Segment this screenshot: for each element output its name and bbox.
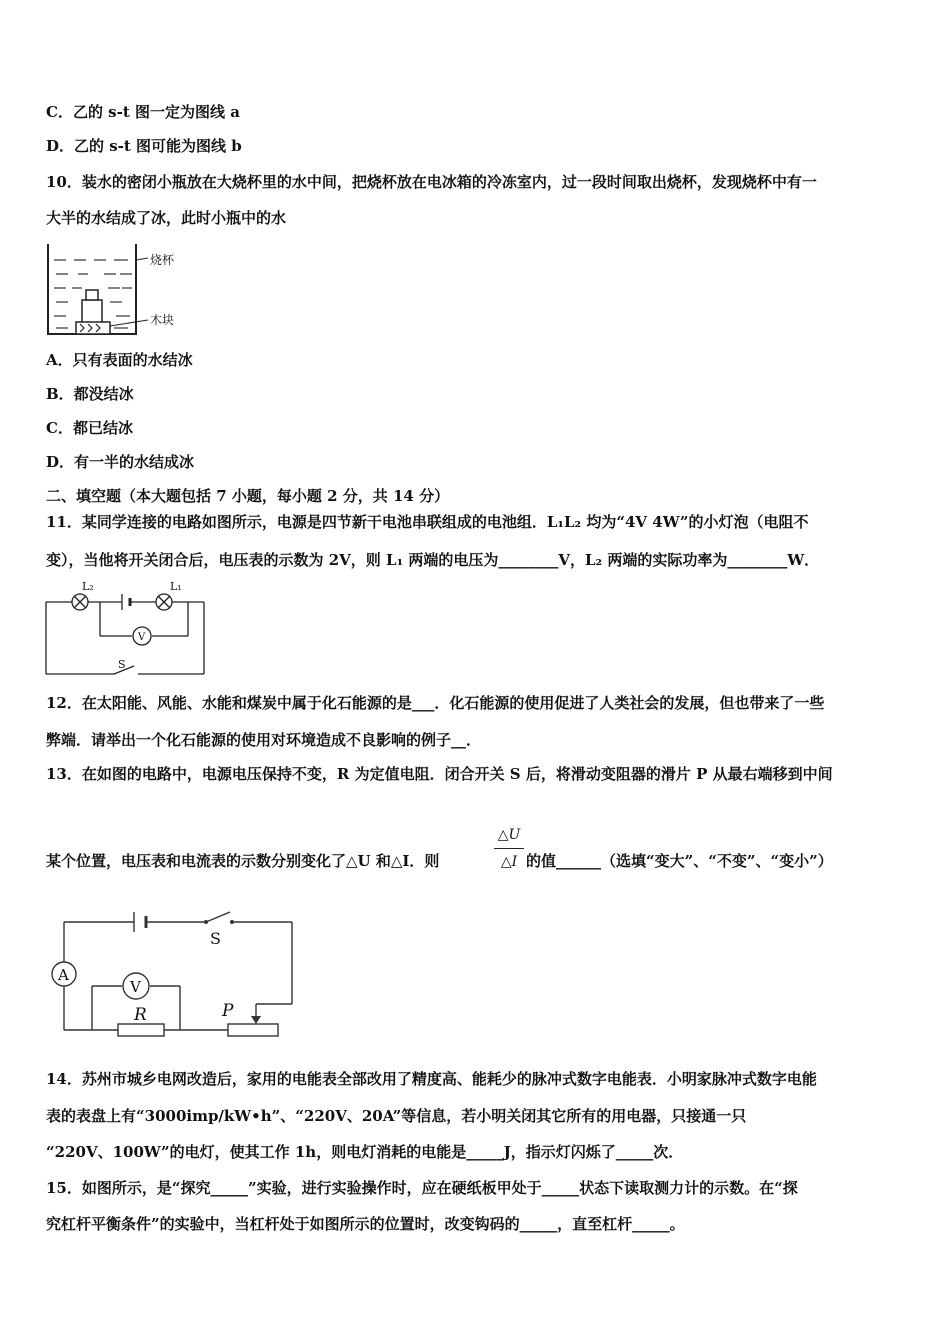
q10-stem-line1: 10．装水的密闭小瓶放在大烧杯里的水中间，把烧杯放在电冰箱的冷冻室内，过一段时间取出烧杯，发现烧杯中有一 <box>46 173 817 191</box>
q15-stem-line1: 15．如图所示，是“探究_____”实验，进行实验操作时，应在硬纸板甲处于_____状态下读取测力计的示数。在“探 <box>46 1179 798 1197</box>
fraction-numerator: △U <box>494 826 524 849</box>
q13-stem-line1: 13．在如图的电路中，电源电压保持不变，R 为定值电阻．闭合开关 S 后，将滑动变阻器的滑片 P 从最右端移到中间 <box>46 765 833 783</box>
q9-option-d: D．乙的 s-t 图可能为图线 b <box>46 137 242 155</box>
q11-stem-line1: 11．某同学连接的电路如图所示，电源是四节新干电池串联组成的电池组．L₁L₂ 均为“4V 4W”的小灯泡（电阻不 <box>46 513 809 531</box>
voltmeter-label: V <box>138 632 146 643</box>
section2-heading: 二、填空题（本大题包括 7 小题，每小题 2 分，共 14 分） <box>46 487 450 505</box>
q14-stem-line2: 表的表盘上有“3000imp/kW•h”、“220V、20A”等信息，若小明关闭其它所有的用电器，只接通一只 <box>46 1107 747 1125</box>
ammeter-label: A <box>58 966 69 984</box>
q10-stem-line2: 大半的水结成了冰，此时小瓶中的水 <box>46 209 287 227</box>
q14-stem-line1: 14．苏州市城乡电网改造后，家用的电能表全部改用了精度高、能耗少的脉冲式数字电能表．小明家脉冲式数字电能 <box>46 1070 817 1088</box>
q14-stem-line3: “220V、100W”的电灯，使其工作 1h，则电灯消耗的电能是_____J，指示灯闪烁了_____次． <box>46 1143 684 1161</box>
q12-stem-line2: 弊端．请举出一个化石能源的使用对环境造成不良影响的例子__． <box>46 731 482 749</box>
l1-label: L₁ <box>170 580 182 593</box>
q13-stem-line2-before: 某个位置，电压表和电流表的示数分别变化了△U 和△I．则 <box>46 852 440 870</box>
q10-option-b: B．都没结冰 <box>46 385 134 403</box>
slider-label: P <box>222 1001 234 1021</box>
resistor-label: R <box>134 1005 147 1025</box>
q11-stem-line2: 变），当他将开关闭合后，电压表的示数为 2V，则 L₁ 两端的电压为________V，L₂ 两端的实际功率为________W． <box>46 551 820 569</box>
q10-option-d: D．有一半的水结成冰 <box>46 453 195 471</box>
q9-option-c: C．乙的 s-t 图一定为图线 a <box>46 103 240 121</box>
q10-option-a: A．只有表面的水结冰 <box>46 351 193 369</box>
q12-stem-line1: 12．在太阳能、风能、水能和煤炭中属于化石能源的是___．化石能源的使用促进了人类社会的发展，但也带来了一些 <box>46 694 825 712</box>
q13-switch-label: S <box>210 929 221 948</box>
switch-label: S <box>118 658 126 671</box>
l2-label: L₂ <box>82 580 94 593</box>
q13-circuit-figure <box>46 906 298 1040</box>
block-label: 木块 <box>150 313 175 327</box>
q15-stem-line2: 究杠杆平衡条件”的实验中，当杠杆处于如图所示的位置时，改变钩码的_____，直至杠杆_____。 <box>46 1215 685 1233</box>
q11-circuit-figure <box>42 580 212 680</box>
beaker-label: 烧杯 <box>150 253 175 267</box>
q10-option-c: C．都已结冰 <box>46 419 133 437</box>
fraction-denominator: △I <box>500 854 518 870</box>
beaker-figure <box>44 242 194 338</box>
q13-stem-line2-after: 的值______（选填“变大”、“不变”、“变小”） <box>526 852 833 870</box>
q13-voltmeter-label: V <box>130 978 141 996</box>
delta-fraction <box>494 826 524 871</box>
